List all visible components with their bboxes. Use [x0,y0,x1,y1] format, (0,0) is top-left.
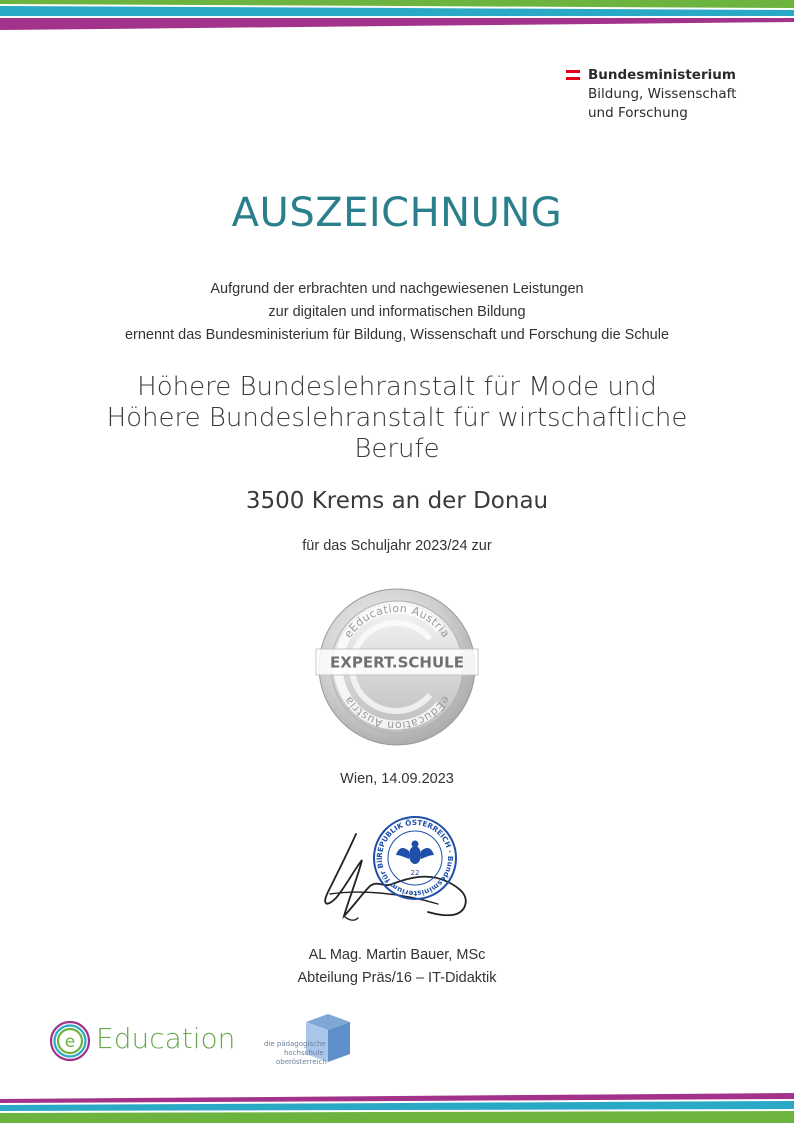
ph-logo-line3: oberösterreich [276,1058,327,1066]
ministry-name-line1: Bundesministerium [588,67,736,83]
ph-logo-line1: die pädagogische [264,1040,326,1048]
intro-text [0,278,794,347]
austrian-flag-icon [566,70,580,80]
ministry-name-line2: Bildung, Wissenschaft [588,86,737,102]
signer-department: Abteilung Präs/16 – IT-Didaktik [297,970,497,986]
ministry-name-line3: und Forschung [588,105,688,121]
school-name [60,372,734,465]
eeducation-logo-letter: e [64,1032,76,1052]
school-city: 3500 Krems an der Donau [245,488,549,514]
expert-school-badge [312,587,482,747]
intro-line: Aufgrund der erbrachten und nachgewiesenen Leistungen [210,281,584,297]
page-title: AUSZEICHNUNG [231,190,563,236]
issue-date: Wien, 14.09.2023 [340,771,454,787]
badge-label: EXPERT.SCHULE [330,653,464,672]
top-stripes [0,0,794,32]
badge-ring-bottom-text: eEducation Austria [341,693,453,733]
ph-logo-line2: hochschule [284,1049,324,1057]
school-name-line: Höhere Bundeslehranstalt für wirtschaftliche [106,403,688,433]
seal-ring-text: REPUBLIK ÖSTERREICH · Bundesministerium für Bil [374,817,456,899]
ministry-logo [566,66,736,123]
eeducation-logo-text: Education [96,1022,236,1055]
school-year-line: für das Schuljahr 2023/24 zur [302,538,492,554]
school-name-line: Berufe [354,434,440,464]
official-seal [372,815,458,901]
signer-block [0,944,794,990]
bottom-stripes [0,1091,794,1123]
intro-line: zur digitalen und informatischen Bildung [268,304,526,320]
eagle-icon [396,841,434,865]
eeducation-logo [48,1016,248,1066]
ph-oberoesterreich-logo [262,1012,362,1072]
signer-name: AL Mag. Martin Bauer, MSc [308,947,486,963]
badge-ring-top-text: eEducation Austria [341,601,453,641]
school-name-line: Höhere Bundeslehranstalt für Mode und [137,372,657,402]
seal-number: 22 [410,869,420,877]
intro-line: ernennt das Bundesministerium für Bildung, Wissenschaft und Forschung die Schule [124,327,670,343]
